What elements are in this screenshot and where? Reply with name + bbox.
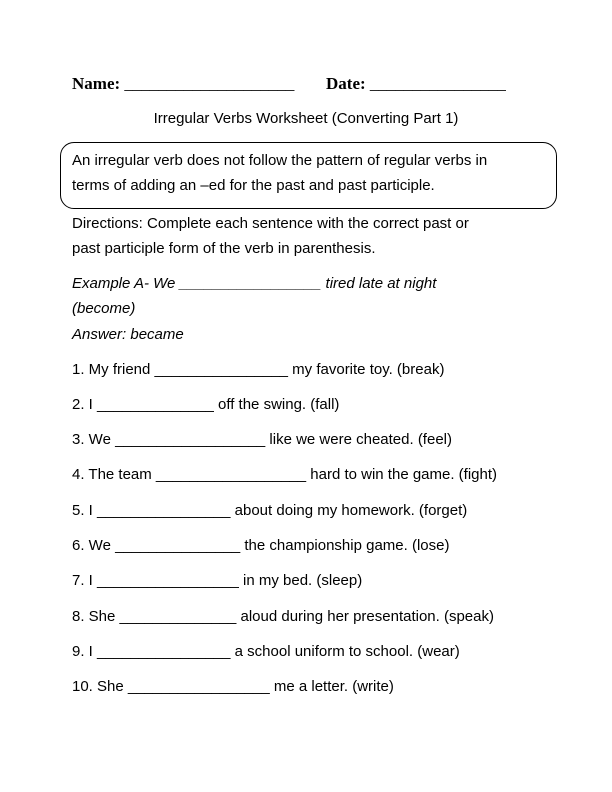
directions-line-2: past participle form of the verb in parenthesis. xyxy=(72,240,376,257)
date-field xyxy=(326,74,506,94)
question-7: 7. I _________________ in my bed. (sleep) xyxy=(72,572,363,589)
date-blank-line: ________________ xyxy=(369,74,506,93)
worksheet-title: Irregular Verbs Worksheet (Converting Part 1) xyxy=(153,110,459,127)
question-4: 4. The team __________________ hard to win the game. (fight) xyxy=(72,466,498,483)
date-label: Date: xyxy=(326,74,366,93)
question-1: 1. My friend ________________ my favorite toy. (break) xyxy=(72,361,445,378)
question-2: 2. I ______________ off the swing. (fall) xyxy=(72,396,340,413)
question-3: 3. We __________________ like we were cheated. (feel) xyxy=(72,431,452,448)
example-line-2: (become) xyxy=(72,300,136,317)
example-line-1: Example A- We _________________ tired late at night xyxy=(72,275,437,292)
question-6: 6. We _______________ the championship game. (lose) xyxy=(72,537,450,554)
name-field xyxy=(72,74,294,94)
example-answer: Answer: became xyxy=(72,326,184,343)
question-5: 5. I ________________ about doing my homework. (forget) xyxy=(72,502,468,519)
question-10: 10. She _________________ me a letter. (write) xyxy=(72,678,394,695)
name-blank-line: ____________________ xyxy=(124,74,295,93)
question-9: 9. I ________________ a school uniform to school. (wear) xyxy=(72,643,460,660)
directions-line-1: Directions: Complete each sentence with the correct past or xyxy=(72,215,469,232)
definition-line-2: terms of adding an –ed for the past and past participle. xyxy=(72,177,435,194)
definition-line-1: An irregular verb does not follow the pattern of regular verbs in xyxy=(72,152,488,169)
question-8: 8. She ______________ aloud during her presentation. (speak) xyxy=(72,608,494,625)
name-label: Name: xyxy=(72,74,121,93)
